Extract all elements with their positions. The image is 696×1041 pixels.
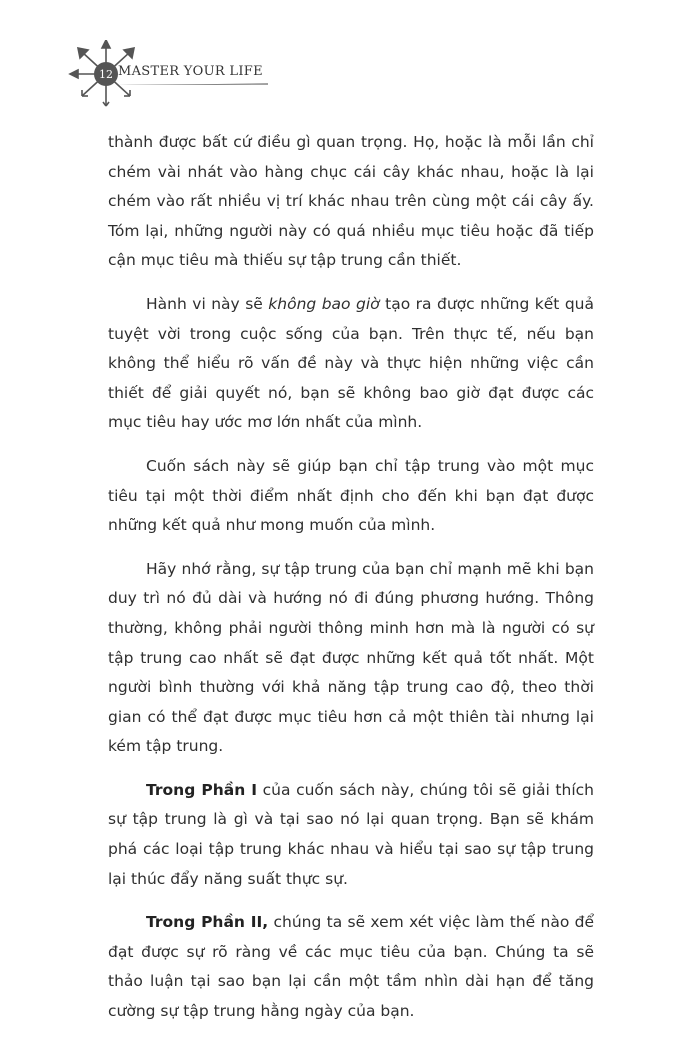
paragraph: thành được bất cứ điều gì quan trọng. Họ, hoặc là mỗi lần chỉ chém vài nhát vào hàng chục cái cây khác nhau, hoặc là lại chém vào rất nhiều vị trí khác nhau trên cùng một cái cây ấy. Tóm lại, những người này có quá nhiều mục tiêu hoặc đã tiếp cận mục tiêu mà thiếu sự tập trung cần thiết. <box>108 133 594 270</box>
part-heading: Trong Phần I <box>146 780 258 799</box>
paragraph: Trong Phần I của cuốn sách này, chúng tôi sẽ giải thích sự tập trung là gì và tại sao nó lại quan trọng. Bạn sẽ khám phá các loại tập trung khác nhau và hiểu tại sao sự tập trung lại thúc đẩy năng suất thực sự. <box>108 780 594 888</box>
body-text <box>108 128 594 1041</box>
paragraph: Hãy nhớ rằng, sự tập trung của bạn chỉ mạnh mẽ khi bạn duy trì nó đủ dài và hướng nó đi đúng phương hướng. Thông thường, không phải người thông minh hơn mà là người có sự tập trung cao nhất sẽ đạt được những kết quả tốt nhất. Một người bình thường với khả năng tập trung cao độ, theo thời gian có thể đạt được mục tiêu hơn cả một thiên tài nhưng lại kém tập trung. <box>108 559 594 756</box>
emphasis-text: không bao giờ <box>268 294 380 313</box>
title-underline <box>118 82 268 88</box>
part-heading: Trong Phần II, <box>146 913 269 932</box>
paragraph: Cuốn sách này sẽ giúp bạn chỉ tập trung vào một mục tiêu tại một thời điểm nhất định cho đến khi bạn đạt được những kết quả như mong muốn của mình. <box>108 456 594 535</box>
paragraph: Trong Phần II, chúng ta sẽ xem xét việc làm thế nào để đạt được sự rõ ràng về các mục tiêu của bạn. Chúng ta sẽ thảo luận tại sao bạn lại cần một tầm nhìn dài hạn để tăng cường sự tập trung hằng ngày của bạn. <box>108 913 594 1021</box>
paragraph: Hành vi này sẽ không bao giờ tạo ra được những kết quả tuyệt vời trong cuộc sống của bạn. Trên thực tế, nếu bạn không thể hiểu rõ vấn đề này và thực hiện những việc cần thiết để giải quyết nó, bạn sẽ không bao giờ đạt được các mục tiêu hay ước mơ lớn nhất của mình. <box>108 294 594 432</box>
page-number: 12 <box>94 62 118 86</box>
page-header <box>68 40 268 110</box>
running-title: MASTER YOUR LIFE <box>118 64 263 79</box>
